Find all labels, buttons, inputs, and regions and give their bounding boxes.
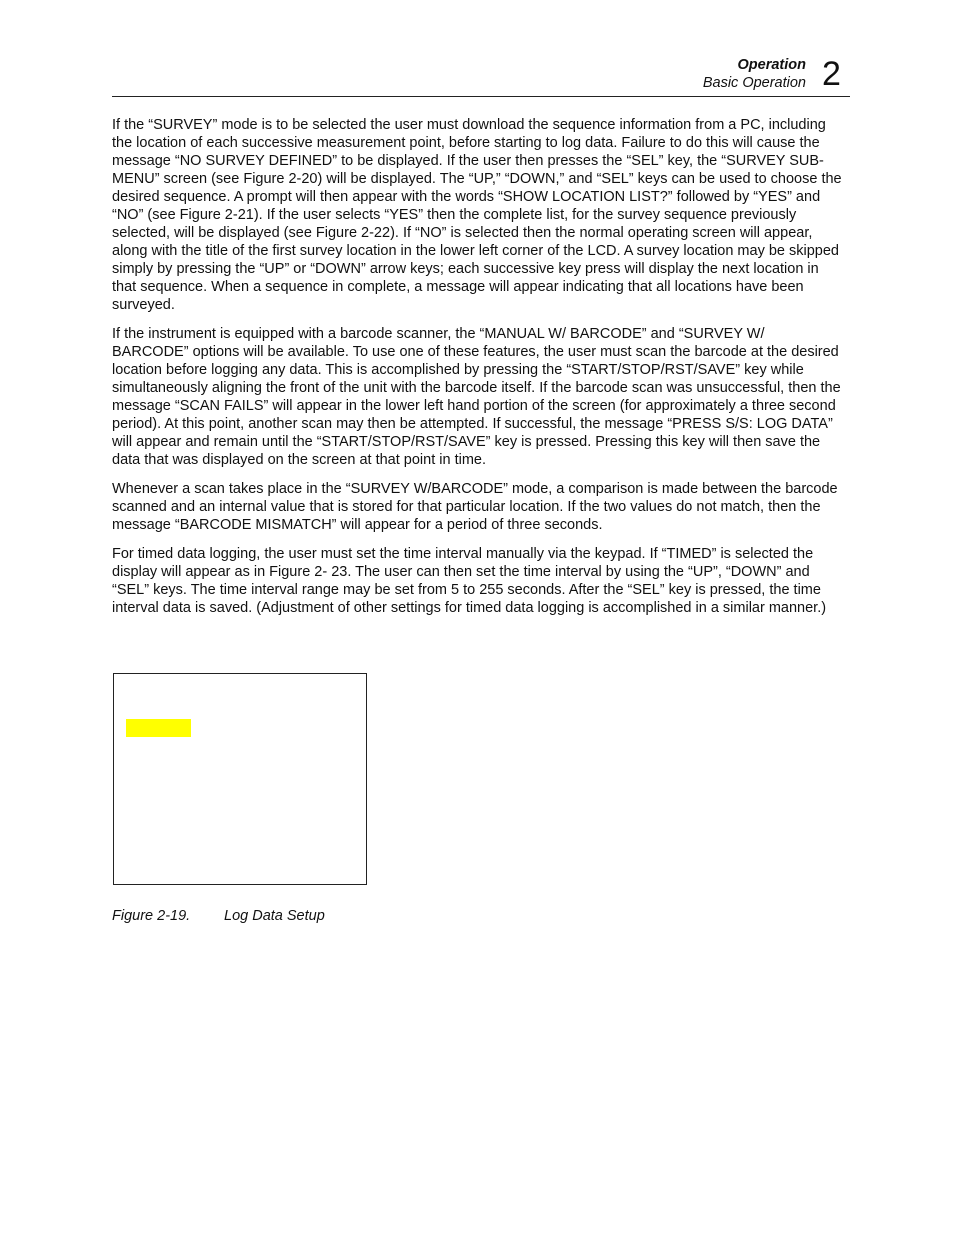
header-section-title: Operation: [737, 57, 806, 73]
paragraph-survey-mode: If the “SURVEY” mode is to be selected the user must download the sequence information from a PC, including the location of each successive measurement point, before starting to log data. Failure to do this will cause the message “NO SURVEY DEFINED” to be displayed. If the user then presses the “SEL” key, the “SURVEY SUB-MENU” screen (see Figure 2-20) will be displayed. The “UP,” “DOWN,” and “SEL” keys can be used to choose the desired sequence. A prompt will then appear with the words “SHOW LOCATION LIST?” followed by “YES” and “NO” (see Figure 2-21). If the user selects “YES” then the complete list, for the survey sequence previously selected, will be displayed (see Figure 2-22). If “NO” is selected then the normal operating screen will appear, along with the title of the first survey location in the lower left corner of the LCD. A survey location may be skipped simply by pressing the “UP” or “DOWN” arrow keys; each successive key press will display the next location in that sequence. When a sequence in complete, a message will appear indicating that all locations have been surveyed.: [112, 117, 842, 313]
header-divider: [112, 96, 850, 97]
header-subsection-title: Basic Operation: [702, 75, 806, 91]
running-header: [703, 56, 806, 92]
body-text: [112, 116, 844, 628]
figure-caption-title: Log Data Setup: [224, 908, 325, 924]
figure-caption-label: Figure 2-19.: [112, 908, 191, 924]
paragraph-timed-logging: For timed data logging, the user must set the time interval manually via the keypad. If “TIMED” is selected the display will appear as in Figure 2- 23. The user can then set the time interval by using the “UP”, “DOWN” and “SEL” keys. The time interval range may be set from 5 to 255 seconds. After the “SEL” key is pressed, the time interval data is saved. (Adjustment of other settings for timed data logging is accomplished in a similar manner.): [112, 546, 827, 616]
paragraph-barcode-comparison: Whenever a scan takes place in the “SURVEY W/BARCODE” mode, a comparison is made between the barcode scanned and an internal value that is stored for that particular location. If the two values do not match, then the message “BARCODE MISMATCH” will appear for a period of three seconds.: [112, 481, 838, 533]
lcd-selection-highlight: [126, 719, 191, 737]
figure-lcd-screen: [113, 673, 367, 885]
paragraph-barcode-scanner: If the instrument is equipped with a barcode scanner, the “MANUAL W/ BARCODE” and “SURVEY W/ BARCODE” options will be available. To use one of these features, the user must scan the barcode at the desired location before logging any data. This is accomplished by pressing the “START/STOP/RST/SAVE” key while simultaneously aligning the front of the unit with the barcode itself. If the barcode scan was unsuccessful, then the message “SCAN FAILS” will appear in the lower left hand portion of the screen (for approximately a three second period). At this point, another scan may then be attempted. If successful, the message “PRESS S/S: LOG DATA” will appear and remain until the “START/STOP/RST/SAVE” key is pressed. Pressing this key will then save the data that was displayed on the screen at that point in time.: [112, 326, 841, 468]
figure-caption: [112, 907, 325, 925]
chapter-number: 2: [822, 55, 841, 93]
